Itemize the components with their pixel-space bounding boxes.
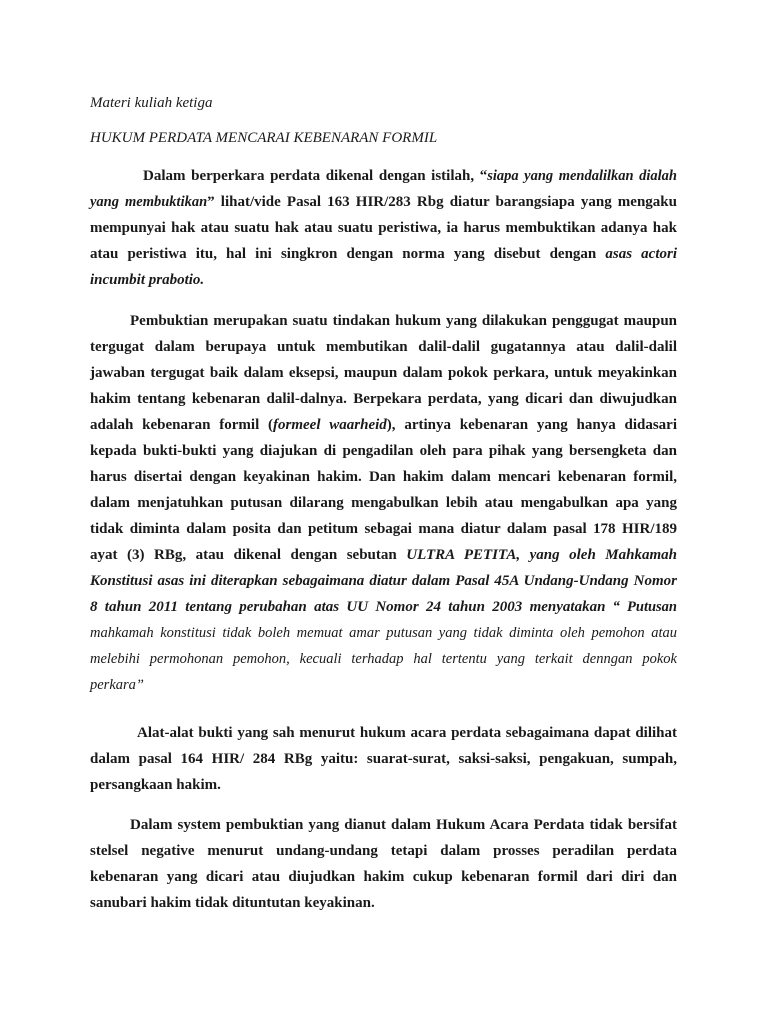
text-line: persangkaan hakim.	[90, 777, 221, 793]
paragraph-1	[90, 163, 677, 293]
text-line: tidak diminta dalam posita dan petitum sebagai mana diatur dalam pasal 178 HIR/189	[90, 521, 677, 537]
text-line: Alat-alat bukti yang sah menurut hukum acara perdata sebagaimana dapat dilihat	[137, 725, 677, 741]
text-line: kebenaran yang dicari atau diujudkan hakim cukup kebenaran formil dari diri dan	[90, 869, 677, 885]
text-line: 8 tahun 2011 tentang perubahan atas UU Nomor 24 tahun 2003 menyatakan “ Putusan	[90, 599, 677, 615]
text-line: sanubari hakim tidak dituntutan keyakinan.	[90, 895, 375, 911]
text-line: stelsel negative menurut undang-undang tetapi dalam prosses peradilan perdata	[90, 843, 677, 859]
text-line: atau peristiwa itu, hal ini singkron dengan norma yang disebut dengan asas actori	[90, 246, 677, 262]
text-line: jawaban tergugat baik dalam eksepsi, maupun dalam pokok perkara, untuk meyakinkan	[90, 365, 677, 381]
text-line: harus disertai dengan keyakinan hakim. Dan hakim dalam mencari kebenaran formil,	[90, 469, 677, 485]
text-line: adalah kebenaran formil (formeel waarheid), artinya kebenaran yang hanya didasari	[90, 417, 677, 433]
text-line: Pembuktian merupakan suatu tindakan hukum yang dilakukan penggugat maupun	[130, 313, 677, 329]
text-line: yang membuktikan” lihat/vide Pasal 163 HIR/283 Rbg diatur barangsiapa yang mengaku	[90, 194, 677, 210]
text-line: kepada bukti-bukti yang diajukan di pengadilan oleh para pihak yang bersengketa dan	[90, 443, 677, 459]
paragraph-2	[90, 308, 677, 698]
document-subtitle: Materi kuliah ketiga	[90, 95, 213, 111]
text-line: hakim tentang kebenaran dalil-dalnya. Berpekara perdata, yang dicari dan diwujudkan	[90, 391, 677, 407]
paragraph-4	[90, 812, 677, 916]
text-line: incumbit prabotio.	[90, 272, 205, 288]
text-line: tergugat dalam berupaya untuk membutikan dalil-dalil gugatannya atau dalil-dalil	[90, 339, 677, 355]
text-line: mempunyai hak atau suatu hak atau suatu peristiwa, ia harus membuktikan adanya hak	[90, 220, 677, 236]
quote-line: perkara”	[90, 677, 144, 693]
text-line: ayat (3) RBg, atau dikenal dengan sebutan ULTRA PETITA, yang oleh Mahkamah	[90, 547, 677, 563]
quote-line: melebihi permohonan pemohon, kecuali terhadap hal tertentu yang terkait denngan pokok	[90, 651, 677, 667]
text-line: dalam menjatuhkan putusan dilarang mengabulkan lebih atau mengabulkan apa yang	[90, 495, 677, 511]
text-line: Dalam system pembuktian yang dianut dalam Hukum Acara Perdata tidak bersifat	[130, 817, 677, 833]
document-title: HUKUM PERDATA MENCARAI KEBENARAN FORMIL	[90, 130, 438, 146]
text-line: Konstitusi asas ini diterapkan sebagaimana diatur dalam Pasal 45A Undang-Undang Nomor	[90, 573, 677, 589]
text-line: dalam pasal 164 HIR/ 284 RBg yaitu: suarat-surat, saksi-saksi, pengakuan, sumpah,	[90, 751, 677, 767]
paragraph-3	[90, 720, 677, 798]
quote-line: mahkamah konstitusi tidak boleh memuat amar putusan yang tidak diminta oleh pemohon atau	[90, 625, 677, 641]
text-line: Dalam berperkara perdata dikenal dengan istilah, “siapa yang mendalilkan dialah	[143, 168, 677, 184]
